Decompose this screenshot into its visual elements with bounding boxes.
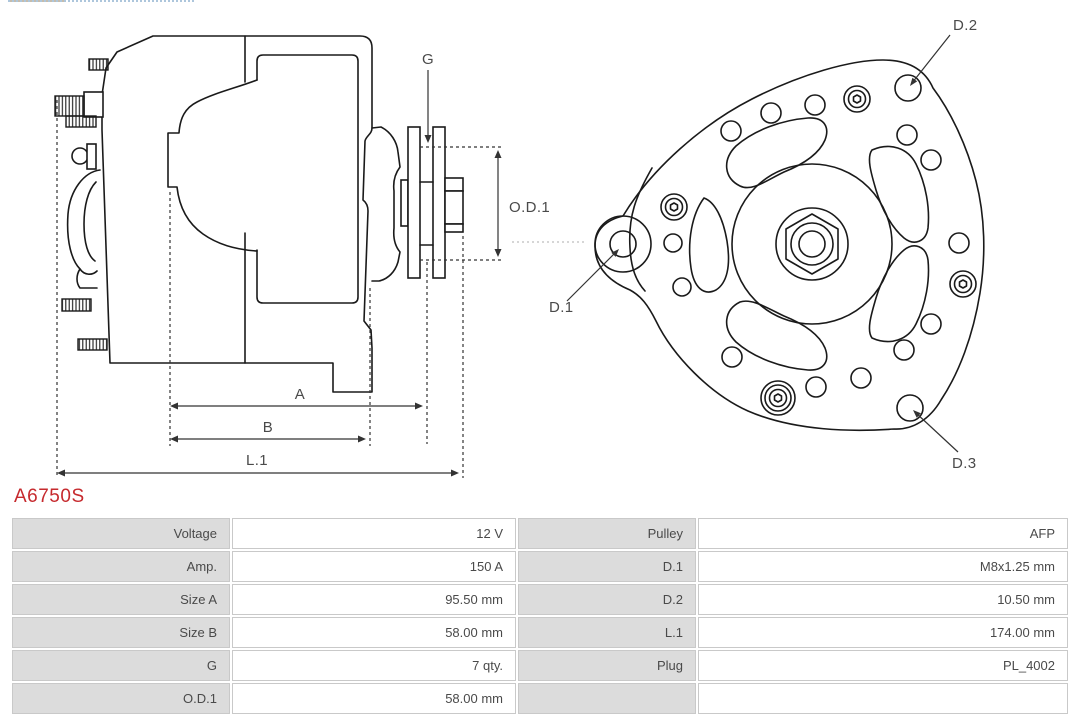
spec-value-cell: 10.50 mm [698, 584, 1068, 615]
spec-value-cell: M8x1.25 mm [698, 551, 1068, 582]
spec-label-cell: Plug [518, 650, 696, 681]
dim-label-d3: D.3 [952, 455, 977, 472]
spec-label-cell: D.1 [518, 551, 696, 582]
spec-label-cell: Voltage [12, 518, 230, 549]
spec-label-cell: Amp. [12, 551, 230, 582]
dim-b [170, 419, 366, 443]
spec-row [12, 551, 1068, 582]
spec-label-cell: O.D.1 [12, 683, 230, 714]
spec-value-cell: 150 A [232, 551, 516, 582]
spec-value-cell: 58.00 mm [232, 617, 516, 648]
pulley-flange [433, 127, 445, 278]
dim-od1 [495, 150, 551, 257]
spec-table [10, 516, 1070, 716]
dim-label-b: B [262, 419, 274, 436]
spec-label-cell: Size B [12, 617, 230, 648]
through-bolts [661, 86, 976, 415]
spec-value-cell: 7 qty. [232, 650, 516, 681]
side-view-drawing [55, 36, 586, 478]
dim-l1 [57, 452, 459, 477]
dim-label-od1: O.D.1 [509, 199, 551, 216]
dim-d1 [549, 249, 619, 316]
spec-label-cell: G [12, 650, 230, 681]
spec-value-cell: 12 V [232, 518, 516, 549]
spec-label-cell: L.1 [518, 617, 696, 648]
dim-a [170, 386, 423, 410]
spec-label-cell: D.2 [518, 584, 696, 615]
spec-value-cell: 58.00 mm [232, 683, 516, 714]
hole-d3 [897, 395, 923, 421]
spec-row [12, 650, 1068, 681]
spec-label-cell: Size A [12, 584, 230, 615]
vent-holes [664, 95, 969, 397]
spec-label-cell [518, 683, 696, 714]
spec-value-cell: 95.50 mm [232, 584, 516, 615]
dim-label-d2: D.2 [953, 17, 978, 34]
spec-value-cell: AFP [698, 518, 1068, 549]
boss-d1 [595, 216, 651, 272]
dim-d2 [910, 17, 978, 86]
dim-label-d1: D.1 [549, 299, 574, 316]
front-view-drawing [549, 17, 984, 472]
dim-d3 [913, 410, 977, 472]
spec-row [12, 584, 1068, 615]
spec-row [12, 518, 1068, 549]
spec-row [12, 683, 1068, 714]
spec-value-cell [698, 683, 1068, 714]
spec-label-cell: Pulley [518, 518, 696, 549]
hole-d2 [895, 75, 921, 101]
pulley-flange [408, 127, 420, 278]
dim-label-g: G [421, 51, 435, 68]
dim-label-l1: L.1 [245, 452, 269, 469]
part-number: A6750S [14, 486, 85, 507]
shaft-nut [732, 164, 892, 324]
spec-value-cell: PL_4002 [698, 650, 1068, 681]
dim-label-a: A [294, 386, 306, 403]
spec-value-cell: 174.00 mm [698, 617, 1068, 648]
spec-table-body [12, 518, 1068, 714]
spec-row [12, 617, 1068, 648]
